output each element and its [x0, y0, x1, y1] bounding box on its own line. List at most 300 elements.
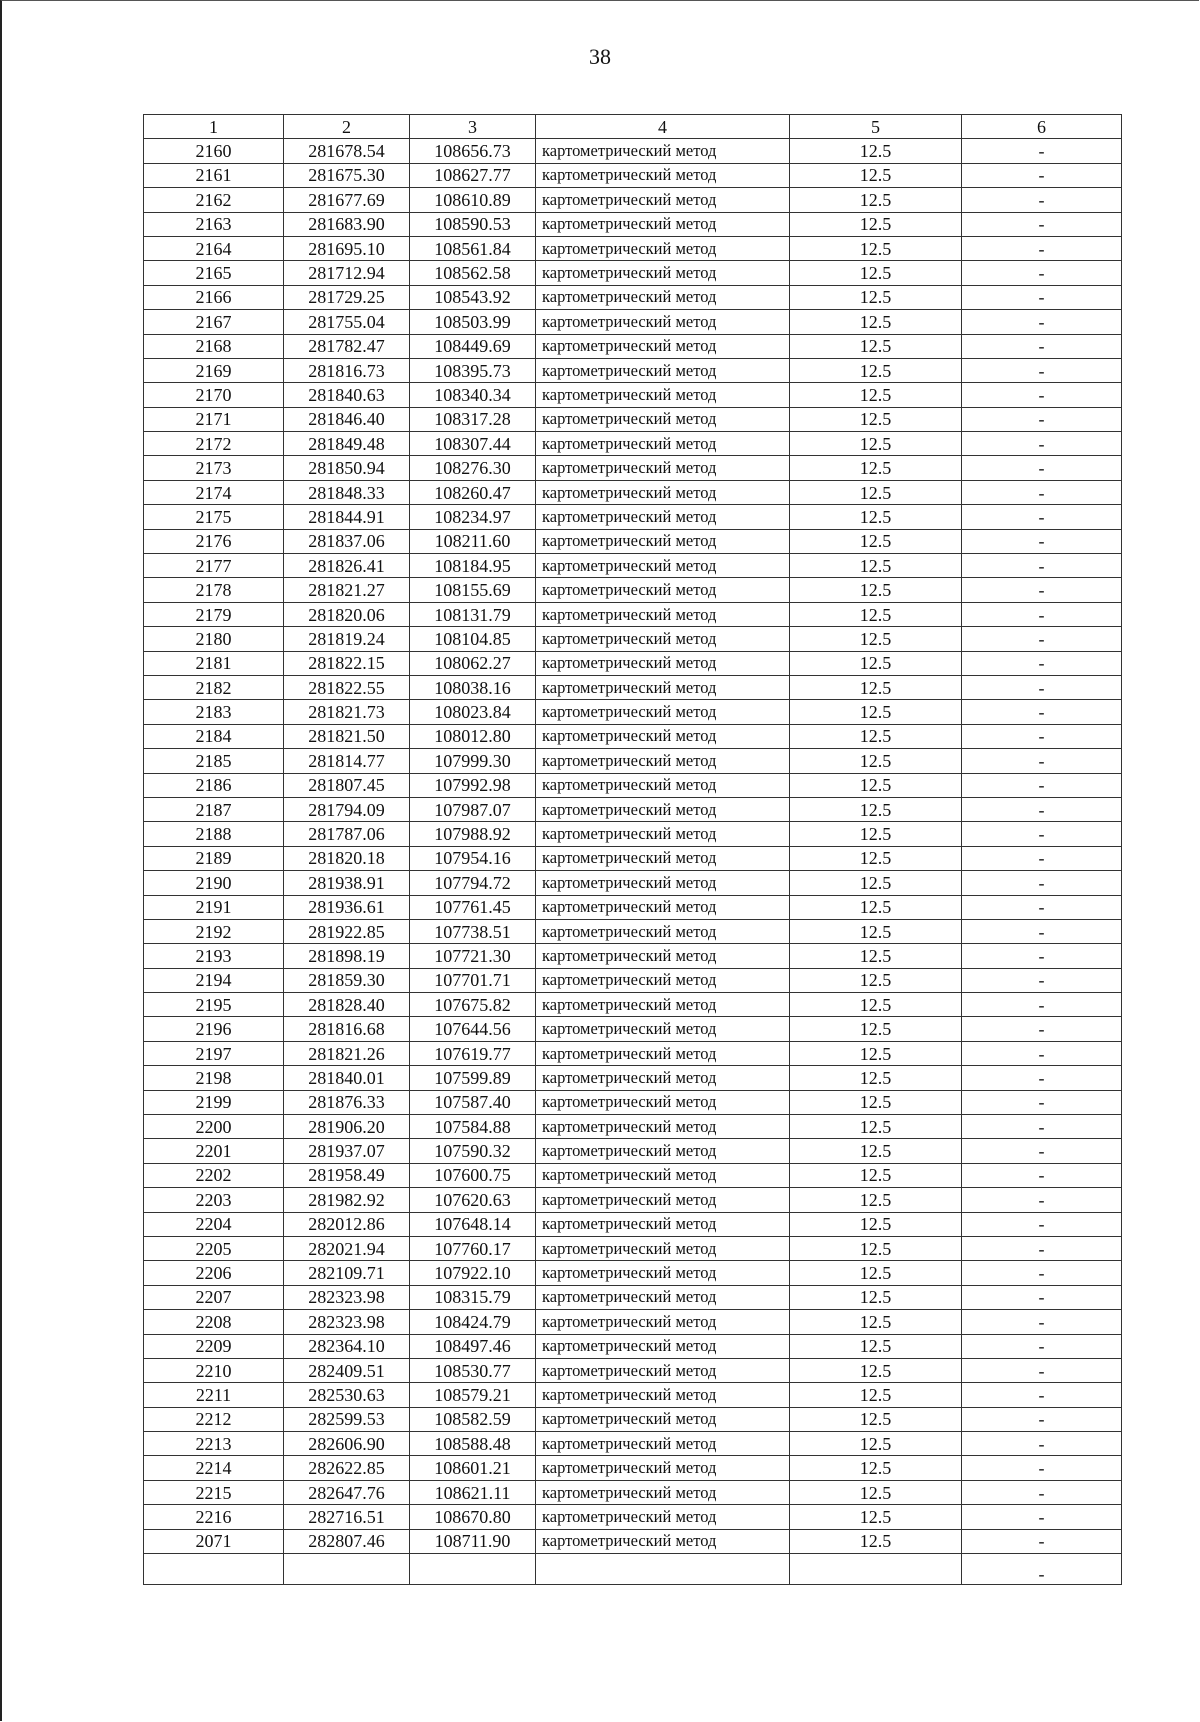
point-number-cell: 2201	[144, 1139, 284, 1163]
point-number-cell: 2210	[144, 1358, 284, 1382]
x-coordinate-cell: 282716.51	[284, 1505, 410, 1529]
y-coordinate-cell: 108497.46	[410, 1334, 536, 1358]
table-row	[144, 675, 1122, 699]
y-coordinate-cell: 107590.32	[410, 1139, 536, 1163]
table-row	[144, 1285, 1122, 1309]
point-number-cell: 2173	[144, 456, 284, 480]
x-coordinate-cell: 281958.49	[284, 1163, 410, 1187]
x-coordinate-cell: 281683.90	[284, 212, 410, 236]
method-cell: картометрический метод	[536, 578, 790, 602]
method-cell: картометрический метод	[536, 529, 790, 553]
point-number-cell: 2213	[144, 1432, 284, 1456]
method-cell: картометрический метод	[536, 407, 790, 431]
description-cell: -	[962, 432, 1122, 456]
accuracy-cell: 12.5	[790, 968, 962, 992]
y-coordinate-cell: 108590.53	[410, 212, 536, 236]
x-coordinate-cell: 282530.63	[284, 1383, 410, 1407]
accuracy-cell: 12.5	[790, 1017, 962, 1041]
table-row	[144, 432, 1122, 456]
accuracy-cell: 12.5	[790, 1432, 962, 1456]
y-coordinate-cell: 108424.79	[410, 1310, 536, 1334]
table-row	[144, 1407, 1122, 1431]
description-cell: -	[962, 285, 1122, 309]
y-coordinate-cell: 108155.69	[410, 578, 536, 602]
x-coordinate-cell: 281712.94	[284, 261, 410, 285]
method-cell: картометрический метод	[536, 919, 790, 943]
x-coordinate-cell: 281678.54	[284, 139, 410, 163]
accuracy-cell: 12.5	[790, 1285, 962, 1309]
accuracy-cell: 12.5	[790, 944, 962, 968]
accuracy-cell: 12.5	[790, 529, 962, 553]
table-row	[144, 968, 1122, 992]
x-coordinate-cell: 281807.45	[284, 773, 410, 797]
description-cell: -	[962, 1432, 1122, 1456]
point-number-cell: 2172	[144, 432, 284, 456]
description-cell: -	[962, 1285, 1122, 1309]
column-header-6: 6	[962, 115, 1122, 139]
table-row	[144, 212, 1122, 236]
x-coordinate-cell: 282622.85	[284, 1456, 410, 1480]
point-number-cell: 2188	[144, 822, 284, 846]
y-coordinate-cell: 107584.88	[410, 1115, 536, 1139]
y-coordinate-cell: 108621.11	[410, 1480, 536, 1504]
table-row	[144, 578, 1122, 602]
accuracy-cell: 12.5	[790, 1456, 962, 1480]
table-row	[144, 1090, 1122, 1114]
accuracy-cell: 12.5	[790, 554, 962, 578]
point-number-cell: 2185	[144, 749, 284, 773]
method-cell: картометрический метод	[536, 1310, 790, 1334]
x-coordinate-cell: 281816.68	[284, 1017, 410, 1041]
x-coordinate-cell: 281820.06	[284, 602, 410, 626]
y-coordinate-cell: 108579.21	[410, 1383, 536, 1407]
table-row	[144, 163, 1122, 187]
table-row	[144, 1358, 1122, 1382]
x-coordinate-cell: 281859.30	[284, 968, 410, 992]
description-cell: -	[962, 1334, 1122, 1358]
description-cell: -	[962, 1261, 1122, 1285]
y-coordinate-cell: 108656.73	[410, 139, 536, 163]
method-cell: картометрический метод	[536, 1017, 790, 1041]
column-header-2: 2	[284, 115, 410, 139]
point-number-cell: 2203	[144, 1188, 284, 1212]
x-coordinate-cell: 281677.69	[284, 188, 410, 212]
x-coordinate-cell: 281846.40	[284, 407, 410, 431]
method-cell: картометрический метод	[536, 773, 790, 797]
x-coordinate-cell: 281850.94	[284, 456, 410, 480]
accuracy-cell: 12.5	[790, 871, 962, 895]
point-number-cell: 2171	[144, 407, 284, 431]
table-row	[144, 871, 1122, 895]
y-coordinate-cell: 107675.82	[410, 993, 536, 1017]
x-coordinate-cell: 281820.18	[284, 846, 410, 870]
x-coordinate-cell: 282109.71	[284, 1261, 410, 1285]
table-row	[144, 1505, 1122, 1529]
description-cell: -	[962, 1212, 1122, 1236]
y-coordinate-cell: 107999.30	[410, 749, 536, 773]
method-cell: картометрический метод	[536, 1432, 790, 1456]
table-row	[144, 188, 1122, 212]
y-coordinate-cell: 108023.84	[410, 700, 536, 724]
x-coordinate-cell: 281675.30	[284, 163, 410, 187]
description-cell: -	[962, 749, 1122, 773]
description-cell: -	[962, 261, 1122, 285]
accuracy-cell: 12.5	[790, 383, 962, 407]
x-coordinate-cell: 281794.09	[284, 797, 410, 821]
table-row	[144, 456, 1122, 480]
accuracy-cell: 12.5	[790, 505, 962, 529]
accuracy-cell: 12.5	[790, 724, 962, 748]
accuracy-cell: 12.5	[790, 407, 962, 431]
table-row	[144, 846, 1122, 870]
x-coordinate-cell: 282021.94	[284, 1236, 410, 1260]
table-body	[144, 139, 1122, 1585]
method-cell: картометрический метод	[536, 1505, 790, 1529]
accuracy-cell: 12.5	[790, 1529, 962, 1553]
table-row	[144, 944, 1122, 968]
accuracy-cell: 12.5	[790, 188, 962, 212]
description-cell: -	[962, 602, 1122, 626]
y-coordinate-cell: 107701.71	[410, 968, 536, 992]
method-cell: картометрический метод	[536, 944, 790, 968]
description-cell: -	[962, 797, 1122, 821]
footer-cell: -	[962, 1554, 1122, 1585]
point-number-cell: 2183	[144, 700, 284, 724]
y-coordinate-cell: 108449.69	[410, 334, 536, 358]
table-row	[144, 505, 1122, 529]
point-number-cell: 2166	[144, 285, 284, 309]
accuracy-cell: 12.5	[790, 261, 962, 285]
method-cell: картометрический метод	[536, 797, 790, 821]
x-coordinate-cell: 281826.41	[284, 554, 410, 578]
table-row	[144, 822, 1122, 846]
description-cell: -	[962, 968, 1122, 992]
table-row	[144, 627, 1122, 651]
table-row	[144, 1236, 1122, 1260]
method-cell: картометрический метод	[536, 724, 790, 748]
footer-cell	[410, 1554, 536, 1585]
x-coordinate-cell: 281844.91	[284, 505, 410, 529]
accuracy-cell: 12.5	[790, 1115, 962, 1139]
y-coordinate-cell: 108211.60	[410, 529, 536, 553]
description-cell: -	[962, 871, 1122, 895]
y-coordinate-cell: 108104.85	[410, 627, 536, 651]
y-coordinate-cell: 108012.80	[410, 724, 536, 748]
footer-cell	[144, 1554, 284, 1585]
description-cell: -	[962, 1529, 1122, 1553]
y-coordinate-cell: 108340.34	[410, 383, 536, 407]
accuracy-cell: 12.5	[790, 797, 962, 821]
table-row	[144, 1480, 1122, 1504]
method-cell: картометрический метод	[536, 1529, 790, 1553]
point-number-cell: 2187	[144, 797, 284, 821]
description-cell: -	[962, 212, 1122, 236]
x-coordinate-cell: 281840.01	[284, 1066, 410, 1090]
x-coordinate-cell: 281848.33	[284, 480, 410, 504]
point-number-cell: 2186	[144, 773, 284, 797]
y-coordinate-cell: 108561.84	[410, 236, 536, 260]
table-row	[144, 407, 1122, 431]
point-number-cell: 2208	[144, 1310, 284, 1334]
description-cell: -	[962, 1139, 1122, 1163]
method-cell: картометрический метод	[536, 1285, 790, 1309]
table-header-row	[144, 115, 1122, 139]
coordinates-table	[143, 114, 1122, 1585]
x-coordinate-cell: 282647.76	[284, 1480, 410, 1504]
y-coordinate-cell: 108582.59	[410, 1407, 536, 1431]
point-number-cell: 2198	[144, 1066, 284, 1090]
point-number-cell: 2209	[144, 1334, 284, 1358]
x-coordinate-cell: 281787.06	[284, 822, 410, 846]
accuracy-cell: 12.5	[790, 310, 962, 334]
accuracy-cell: 12.5	[790, 1334, 962, 1358]
point-number-cell: 2196	[144, 1017, 284, 1041]
y-coordinate-cell: 107992.98	[410, 773, 536, 797]
description-cell: -	[962, 1066, 1122, 1090]
x-coordinate-cell: 281819.24	[284, 627, 410, 651]
y-coordinate-cell: 108610.89	[410, 188, 536, 212]
method-cell: картометрический метод	[536, 1334, 790, 1358]
footer-cell	[284, 1554, 410, 1585]
y-coordinate-cell: 107619.77	[410, 1041, 536, 1065]
method-cell: картометрический метод	[536, 1407, 790, 1431]
description-cell: -	[962, 1236, 1122, 1260]
accuracy-cell: 12.5	[790, 456, 962, 480]
method-cell: картометрический метод	[536, 432, 790, 456]
description-cell: -	[962, 1017, 1122, 1041]
point-number-cell: 2199	[144, 1090, 284, 1114]
table-row	[144, 139, 1122, 163]
accuracy-cell: 12.5	[790, 236, 962, 260]
description-cell: -	[962, 993, 1122, 1017]
method-cell: картометрический метод	[536, 1115, 790, 1139]
x-coordinate-cell: 282323.98	[284, 1310, 410, 1334]
accuracy-cell: 12.5	[790, 773, 962, 797]
x-coordinate-cell: 282606.90	[284, 1432, 410, 1456]
method-cell: картометрический метод	[536, 480, 790, 504]
table-footer-row	[144, 1554, 1122, 1585]
point-number-cell: 2193	[144, 944, 284, 968]
table-row	[144, 1383, 1122, 1407]
x-coordinate-cell: 281937.07	[284, 1139, 410, 1163]
table-row	[144, 554, 1122, 578]
description-cell: -	[962, 1163, 1122, 1187]
accuracy-cell: 12.5	[790, 212, 962, 236]
description-cell: -	[962, 919, 1122, 943]
y-coordinate-cell: 107922.10	[410, 1261, 536, 1285]
table-row	[144, 773, 1122, 797]
accuracy-cell: 12.5	[790, 285, 962, 309]
accuracy-cell: 12.5	[790, 602, 962, 626]
x-coordinate-cell: 281938.91	[284, 871, 410, 895]
method-cell: картометрический метод	[536, 1456, 790, 1480]
accuracy-cell: 12.5	[790, 1212, 962, 1236]
description-cell: -	[962, 578, 1122, 602]
point-number-cell: 2162	[144, 188, 284, 212]
x-coordinate-cell: 281695.10	[284, 236, 410, 260]
method-cell: картометрический метод	[536, 261, 790, 285]
accuracy-cell: 12.5	[790, 700, 962, 724]
accuracy-cell: 12.5	[790, 1358, 962, 1382]
x-coordinate-cell: 281729.25	[284, 285, 410, 309]
y-coordinate-cell: 108307.44	[410, 432, 536, 456]
table-row	[144, 724, 1122, 748]
accuracy-cell: 12.5	[790, 651, 962, 675]
point-number-cell: 2178	[144, 578, 284, 602]
x-coordinate-cell: 282012.86	[284, 1212, 410, 1236]
description-cell: -	[962, 822, 1122, 846]
y-coordinate-cell: 108234.97	[410, 505, 536, 529]
method-cell: картометрический метод	[536, 1236, 790, 1260]
accuracy-cell: 12.5	[790, 822, 962, 846]
point-number-cell: 2204	[144, 1212, 284, 1236]
accuracy-cell: 12.5	[790, 993, 962, 1017]
accuracy-cell: 12.5	[790, 1505, 962, 1529]
table-row	[144, 1163, 1122, 1187]
table-row	[144, 797, 1122, 821]
accuracy-cell: 12.5	[790, 1236, 962, 1260]
y-coordinate-cell: 107648.14	[410, 1212, 536, 1236]
point-number-cell: 2168	[144, 334, 284, 358]
description-cell: -	[962, 944, 1122, 968]
y-coordinate-cell: 107987.07	[410, 797, 536, 821]
method-cell: картометрический метод	[536, 554, 790, 578]
description-cell: -	[962, 505, 1122, 529]
x-coordinate-cell: 281828.40	[284, 993, 410, 1017]
y-coordinate-cell: 108711.90	[410, 1529, 536, 1553]
description-cell: -	[962, 529, 1122, 553]
method-cell: картометрический метод	[536, 334, 790, 358]
method-cell: картометрический метод	[536, 968, 790, 992]
method-cell: картометрический метод	[536, 627, 790, 651]
column-header-4: 4	[536, 115, 790, 139]
point-number-cell: 2169	[144, 358, 284, 382]
x-coordinate-cell: 281821.27	[284, 578, 410, 602]
x-coordinate-cell: 281755.04	[284, 310, 410, 334]
description-cell: -	[962, 554, 1122, 578]
method-cell: картометрический метод	[536, 1358, 790, 1382]
method-cell: картометрический метод	[536, 1041, 790, 1065]
accuracy-cell: 12.5	[790, 1310, 962, 1334]
accuracy-cell: 12.5	[790, 1188, 962, 1212]
method-cell: картометрический метод	[536, 358, 790, 382]
point-number-cell: 2181	[144, 651, 284, 675]
point-number-cell: 2164	[144, 236, 284, 260]
accuracy-cell: 12.5	[790, 749, 962, 773]
accuracy-cell: 12.5	[790, 139, 962, 163]
accuracy-cell: 12.5	[790, 1480, 962, 1504]
accuracy-cell: 12.5	[790, 919, 962, 943]
description-cell: -	[962, 236, 1122, 260]
table-row	[144, 1432, 1122, 1456]
method-cell: картометрический метод	[536, 1066, 790, 1090]
accuracy-cell: 12.5	[790, 163, 962, 187]
method-cell: картометрический метод	[536, 822, 790, 846]
footer-cell	[790, 1554, 962, 1585]
table-row	[144, 895, 1122, 919]
point-number-cell: 2216	[144, 1505, 284, 1529]
description-cell: -	[962, 456, 1122, 480]
y-coordinate-cell: 108562.58	[410, 261, 536, 285]
point-number-cell: 2182	[144, 675, 284, 699]
y-coordinate-cell: 108530.77	[410, 1358, 536, 1382]
point-number-cell: 2212	[144, 1407, 284, 1431]
method-cell: картометрический метод	[536, 1090, 790, 1114]
y-coordinate-cell: 107738.51	[410, 919, 536, 943]
point-number-cell: 2180	[144, 627, 284, 651]
y-coordinate-cell: 107600.75	[410, 1163, 536, 1187]
point-number-cell: 2175	[144, 505, 284, 529]
x-coordinate-cell: 282323.98	[284, 1285, 410, 1309]
description-cell: -	[962, 724, 1122, 748]
table-row	[144, 651, 1122, 675]
accuracy-cell: 12.5	[790, 432, 962, 456]
description-cell: -	[962, 895, 1122, 919]
method-cell: картометрический метод	[536, 749, 790, 773]
column-header-3: 3	[410, 115, 536, 139]
y-coordinate-cell: 108276.30	[410, 456, 536, 480]
point-number-cell: 2205	[144, 1236, 284, 1260]
point-number-cell: 2200	[144, 1115, 284, 1139]
table-row	[144, 1456, 1122, 1480]
point-number-cell: 2161	[144, 163, 284, 187]
method-cell: картометрический метод	[536, 188, 790, 212]
description-cell: -	[962, 1358, 1122, 1382]
x-coordinate-cell: 281906.20	[284, 1115, 410, 1139]
y-coordinate-cell: 108315.79	[410, 1285, 536, 1309]
y-coordinate-cell: 108503.99	[410, 310, 536, 334]
y-coordinate-cell: 108260.47	[410, 480, 536, 504]
y-coordinate-cell: 107954.16	[410, 846, 536, 870]
y-coordinate-cell: 108395.73	[410, 358, 536, 382]
description-cell: -	[962, 773, 1122, 797]
x-coordinate-cell: 281814.77	[284, 749, 410, 773]
table-row	[144, 1529, 1122, 1553]
description-cell: -	[962, 358, 1122, 382]
accuracy-cell: 12.5	[790, 1163, 962, 1187]
table-row	[144, 749, 1122, 773]
description-cell: -	[962, 1407, 1122, 1431]
x-coordinate-cell: 281982.92	[284, 1188, 410, 1212]
accuracy-cell: 12.5	[790, 1041, 962, 1065]
x-coordinate-cell: 281840.63	[284, 383, 410, 407]
table-row	[144, 285, 1122, 309]
method-cell: картометрический метод	[536, 1212, 790, 1236]
table-row	[144, 358, 1122, 382]
y-coordinate-cell: 108543.92	[410, 285, 536, 309]
point-number-cell: 2192	[144, 919, 284, 943]
y-coordinate-cell: 107988.92	[410, 822, 536, 846]
accuracy-cell: 12.5	[790, 1383, 962, 1407]
accuracy-cell: 12.5	[790, 334, 962, 358]
description-cell: -	[962, 163, 1122, 187]
y-coordinate-cell: 108038.16	[410, 675, 536, 699]
point-number-cell: 2170	[144, 383, 284, 407]
y-coordinate-cell: 107794.72	[410, 871, 536, 895]
accuracy-cell: 12.5	[790, 358, 962, 382]
description-cell: -	[962, 383, 1122, 407]
description-cell: -	[962, 480, 1122, 504]
accuracy-cell: 12.5	[790, 675, 962, 699]
x-coordinate-cell: 281821.50	[284, 724, 410, 748]
description-cell: -	[962, 1480, 1122, 1504]
point-number-cell: 2211	[144, 1383, 284, 1407]
method-cell: картометрический метод	[536, 1480, 790, 1504]
method-cell: картометрический метод	[536, 383, 790, 407]
method-cell: картометрический метод	[536, 310, 790, 334]
x-coordinate-cell: 281816.73	[284, 358, 410, 382]
point-number-cell: 2165	[144, 261, 284, 285]
